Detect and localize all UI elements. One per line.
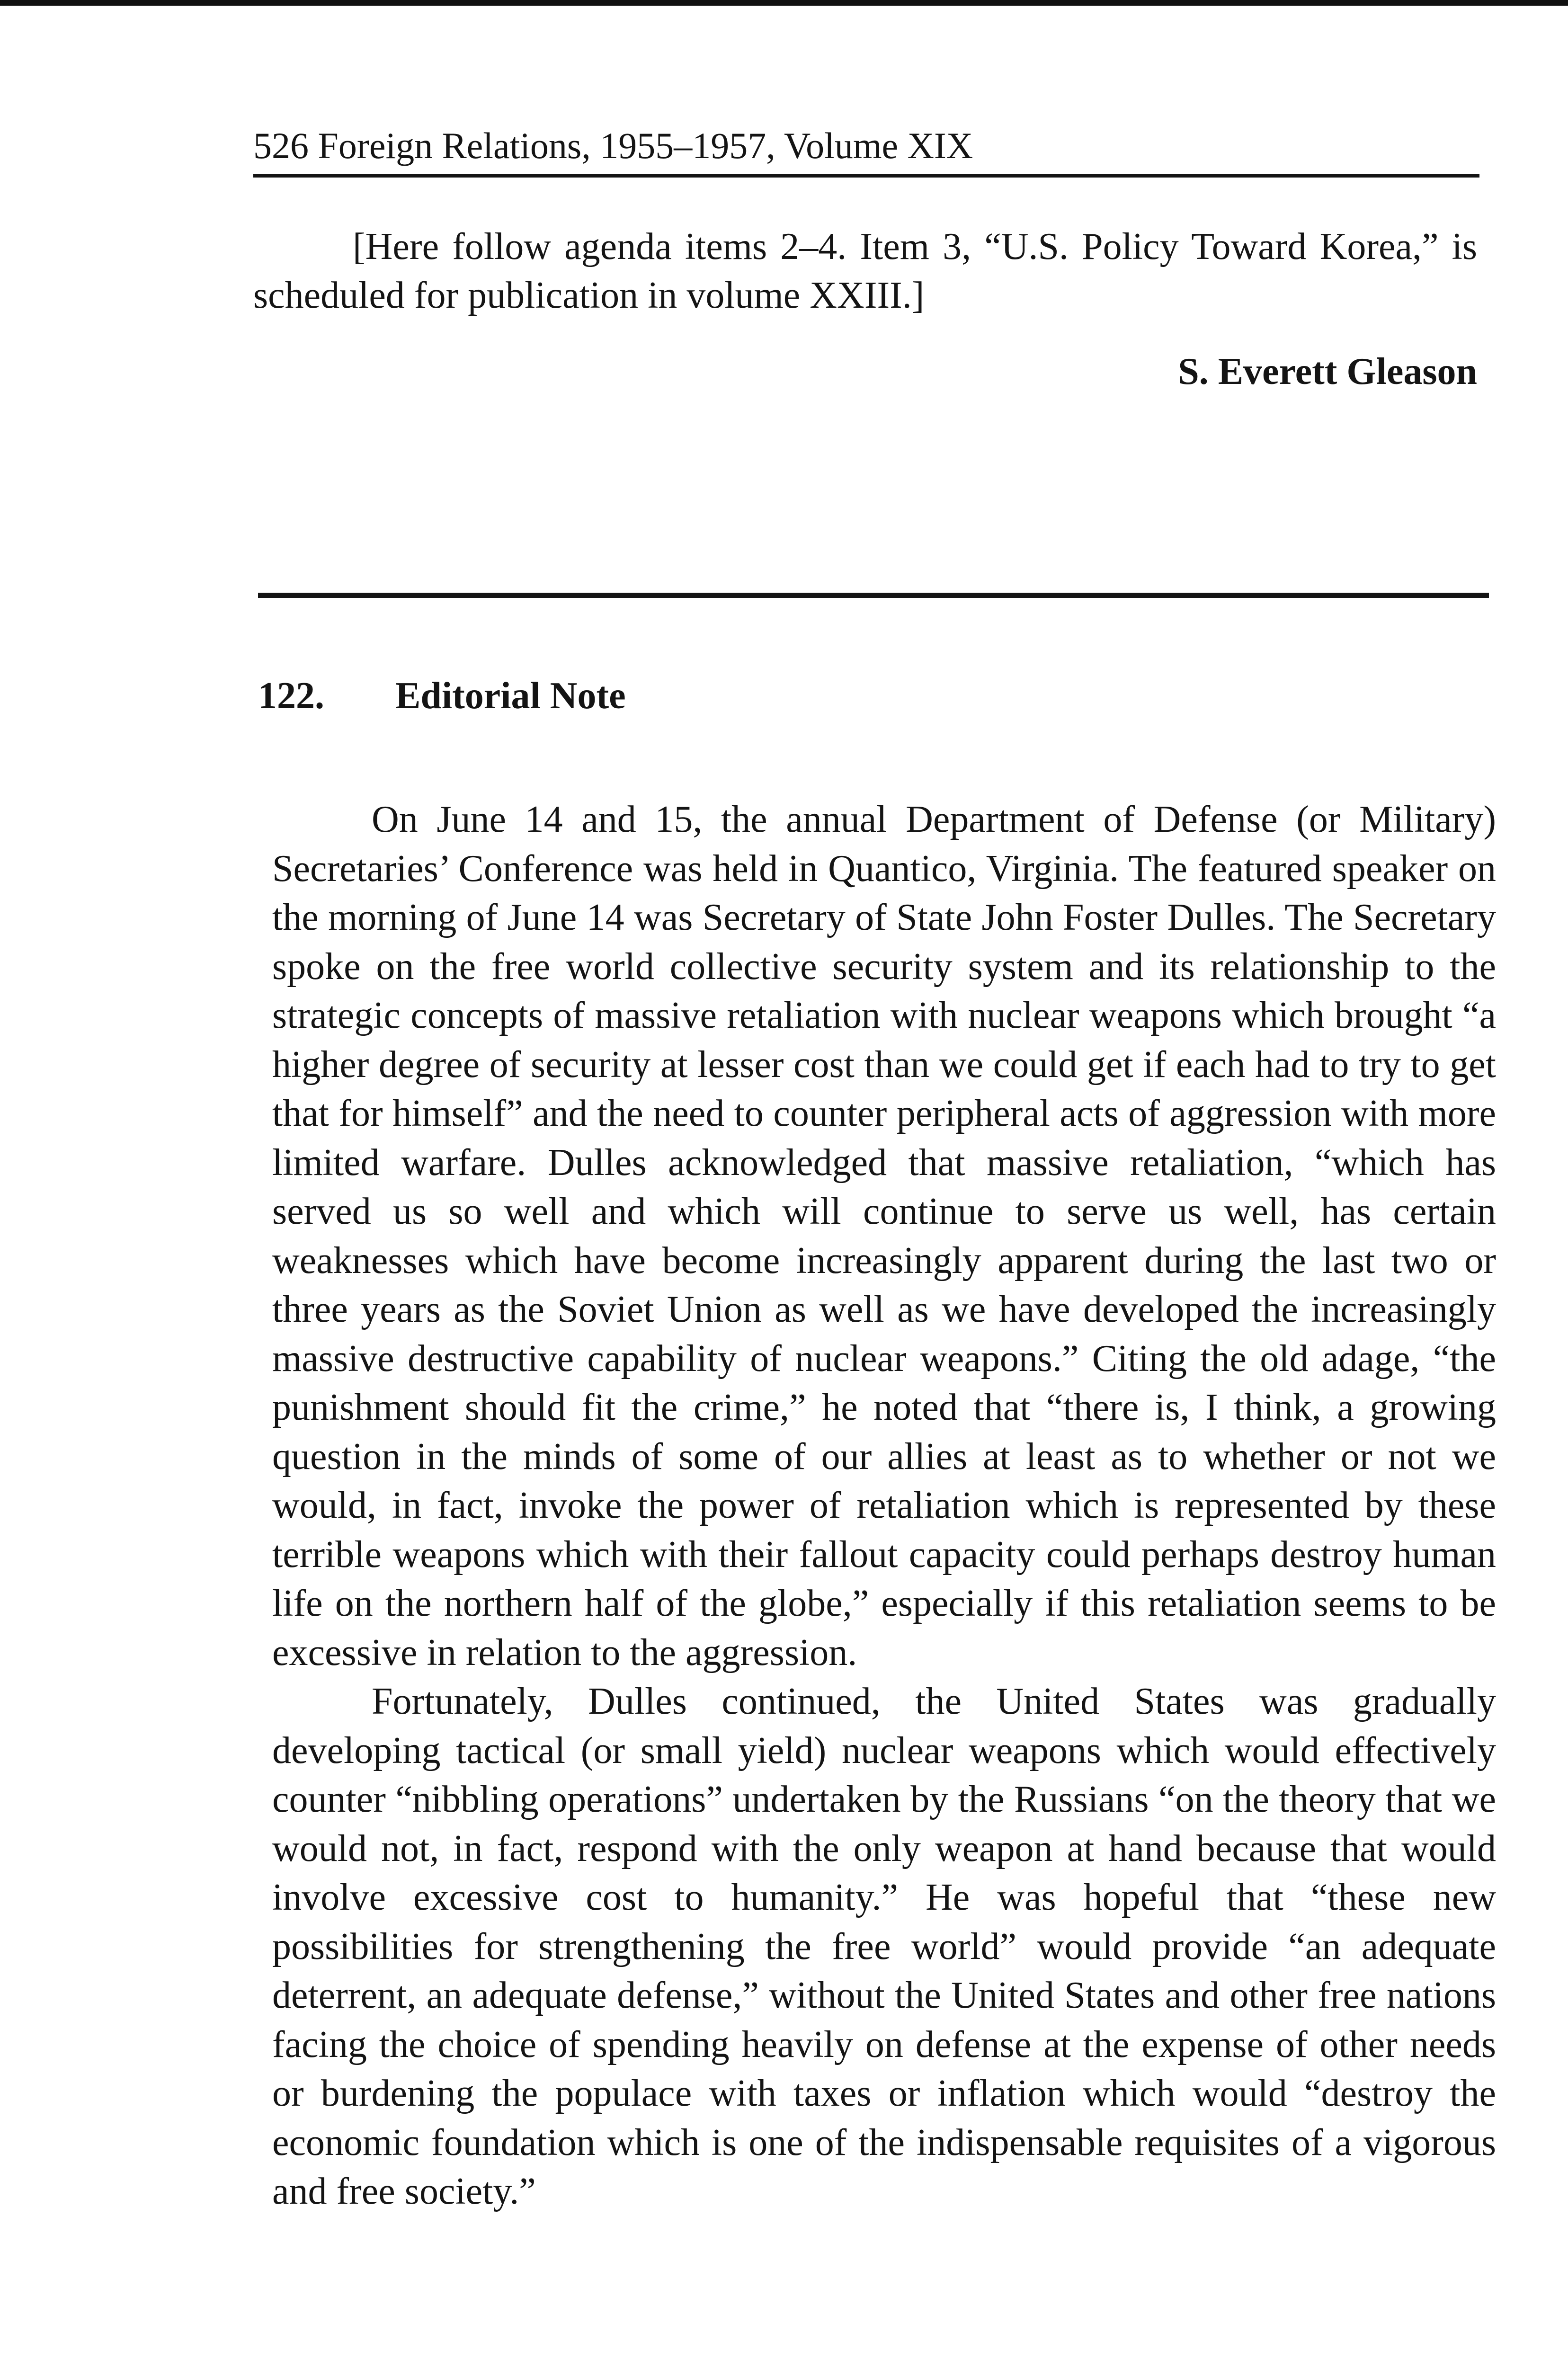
agenda-note: [Here follow agenda items 2–4. Item 3, “U.S. Policy Toward Korea,” is scheduled for publication in volume XXIII.] — [253, 226, 1477, 316]
document-title: Editorial Note — [395, 675, 626, 717]
page-top-edge — [0, 0, 1568, 6]
editorial-note-body — [272, 795, 1496, 2216]
paragraph: On June 14 and 15, the annual Department of Defense (or Military) Secretaries’ Conference was held in Quantico, Virginia. The featured speaker on the morning of June 14 was Secretary of State John Foster Dulles. The Secretary spoke on the free world collective security system and its relationship to the strategic concepts of massive retaliation with nuclear weapons which brought “a higher degree of security at lesser cost than we could get if each had to try to get that for himself” and the need to counter peripheral acts of aggression with more limited warfare. Dulles acknowledged that massive retaliation, “which has served us so well and which will continue to serve us well, has certain weaknesses which have become increasingly apparent during the last two or three years as the Soviet Union as well as we have developed the increasingly massive destructive capability of nuclear weapons.” Citing the old adage, “the punishment should fit the crime,” he noted that “there is, I think, a growing question in the minds of some of our allies at least as to whether or not we would, in fact, invoke the power of retaliation which is represented by these terrible weapons which with their fallout capacity could perhaps destroy human life on the northern half of the globe,” especially if this retaliation seems to be excessive in relation to the aggression. — [272, 799, 1496, 1673]
running-head-rule — [253, 174, 1479, 178]
paragraph: Fortunately, Dulles continued, the United States was gradually developing tactical (or small yield) nuclear weapons which would effectively counter “nibbling operations” undertaken by the Russians “on the theory that we would not, in fact, respond with the only weapon at hand because that would involve excessive cost to humanity.” He was hopeful that “these new possibilities for strengthening the free world” would provide “an adequate deterrent, an adequate defense,” without the United States and other free nations facing the choice of spending heavily on defense at the expense of other needs or burdening the populace with taxes or inflation which would “destroy the economic foundation which is one of the indispensable requisites of a vigorous and free society.” — [272, 1681, 1496, 2212]
section-divider — [258, 593, 1489, 598]
document-number: 122. — [258, 675, 324, 717]
signature: S. Everett Gleason — [1178, 351, 1477, 392]
running-head: 526 Foreign Relations, 1955–1957, Volume XIX — [253, 125, 973, 166]
document-heading — [258, 672, 626, 720]
